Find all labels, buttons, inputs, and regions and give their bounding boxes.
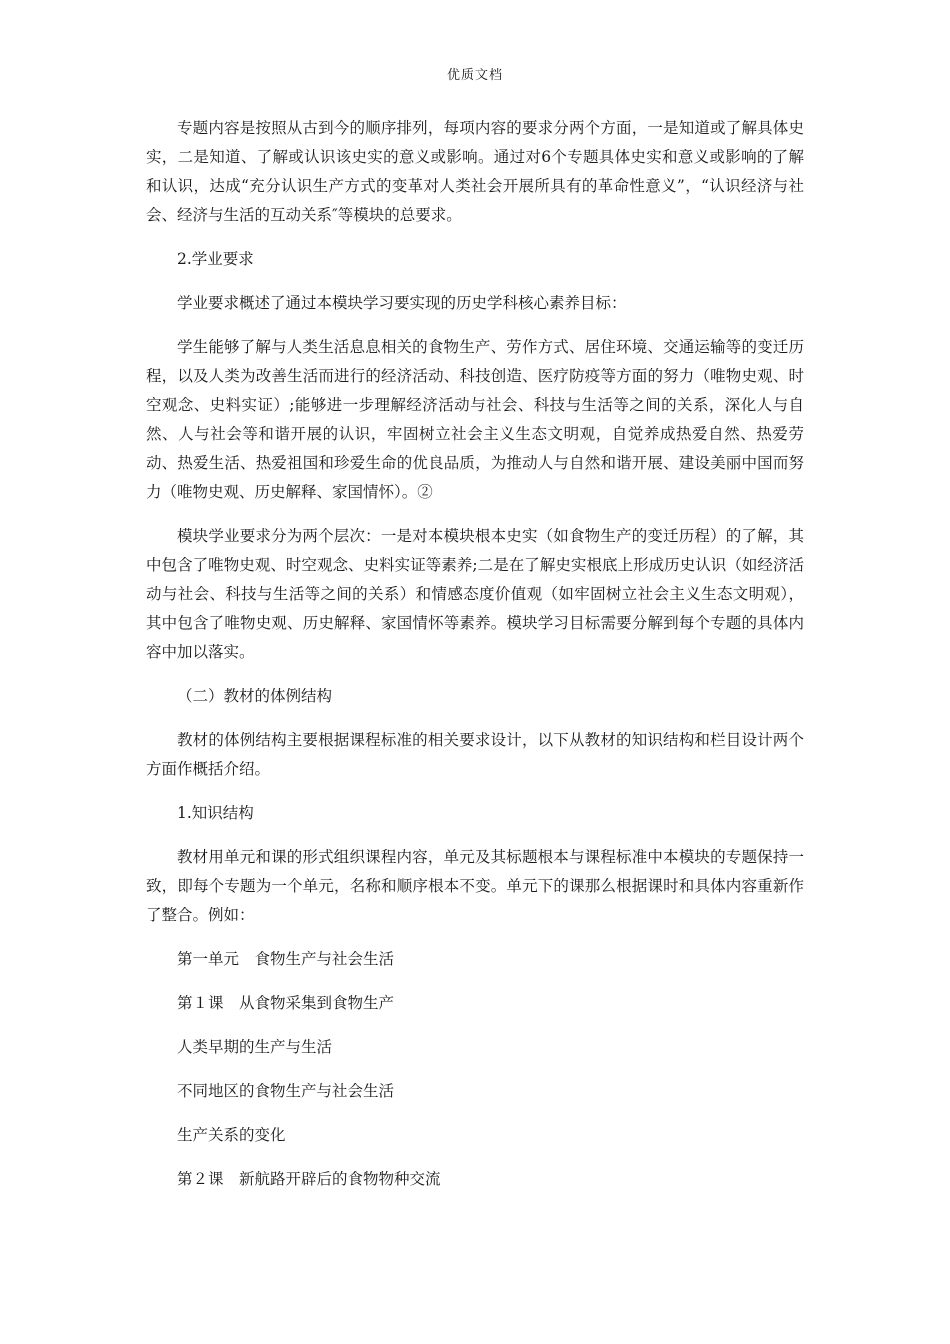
- paragraph-units-and-lessons: 教材用单元和课的形式组织课程内容，单元及其标题根本与课程标准中本模块的专题保持一致，即每个专题为一个单元，名称和顺序根本不变。单元下的课那么根据课时和具体内容重新作了整合。例如：: [146, 848, 804, 924]
- heading-academic-requirements: 2.学业要求: [177, 250, 254, 268]
- outline-item: 生产关系的变化: [177, 1126, 286, 1144]
- outline-item: 不同地区的食物生产与社会生活: [177, 1082, 395, 1100]
- paragraph-topic-content: 专题内容是按照从古到今的顺序排列，每项内容的要求分两个方面，一是知道或了解具体史实，二是知道、了解或认识该史实的意义或影响。通过对6个专题具体史实和意义或影响的了解和认识，达成“充分认识生产方式的变革对人类社会开展所具有的革命性意义”，“认识经济与社会、经济与生活的互动关系″等模块的总要求。: [146, 119, 804, 224]
- outline-item: 第１课 从食物采集到食物生产: [177, 994, 395, 1012]
- outline-item: 第２课 新航路开辟后的食物物种交流: [177, 1170, 441, 1188]
- paragraph-student-abilities: 学生能够了解与人类生活息息相关的食物生产、劳作方式、居住环境、交通运输等的变迁历程，以及人类为改善生活而进行的经济活动、科技创造、医疗防疫等方面的努力（唯物史观、时空观念、史料实证）;能够进一步理解经济活动与社会、科技与生活等之间的关系，深化人与自然、人与社会等和谐开展的认识，牢固树立社会主义生态文明观，自觉养成热爱自然、热爱劳动、热爱生活、热爱祖国和珍爱生命的优良品质，为推动人与自然和谐开展、建设美丽中国而努力（唯物史观、历史解释、家国情怀）。②: [146, 338, 804, 501]
- heading-textbook-structure: （二）教材的体例结构: [177, 687, 333, 705]
- page-header: 优质文档: [446, 68, 503, 83]
- outline-item: 人类早期的生产与生活: [177, 1038, 333, 1056]
- paragraph-academic-intro: 学业要求概述了通过本模块学习要实现的历史学科核心素养目标：: [177, 294, 627, 312]
- outline-item: 第一单元 食物生产与社会生活: [177, 950, 395, 968]
- heading-knowledge-structure: 1.知识结构: [177, 804, 254, 822]
- paragraph-structure-intro: 教材的体例结构主要根据课程标准的相关要求设计，以下从教材的知识结构和栏目设计两个方面作概括介绍。: [146, 731, 804, 778]
- paragraph-requirement-levels: 模块学业要求分为两个层次：一是对本模块根本史实（如食物生产的变迁历程）的了解，其中包含了唯物史观、时空观念、史料实证等素养;二是在了解史实根底上形成历史认识（如经济活动与社会、科技与生活等之间的关系）和情感态度价值观（如牢固树立社会主义生态文明观），其中包含了唯物史观、历史解释、家国情怀等素养。模块学习目标需要分解到每个专题的具体内容中加以落实。: [146, 527, 804, 661]
- document-body: [146, 114, 804, 1209]
